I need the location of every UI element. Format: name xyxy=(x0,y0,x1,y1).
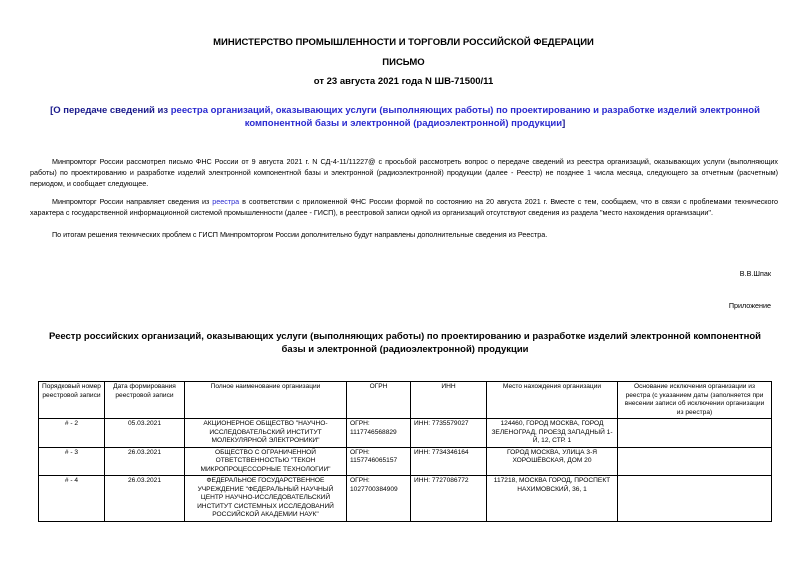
paragraph-3: По итогам решения технических проблем с ГИСП Минпромторгом России дополнительно будут направлены дополнительные сведения из Реестра. xyxy=(52,230,548,239)
header-exclusion-basis: Основание исключения организации из реестра (с указанием даты (заполняется при внесении записи об исключении организации из реестра) xyxy=(618,382,772,419)
cell-record-date: 26.03.2021 xyxy=(105,476,185,522)
cell-location: 117218, МОСКВА ГОРОД, ПРОСПЕКТ НАХИМОВСКИЙ, 36, 1 xyxy=(487,476,618,522)
cell-location: ГОРОД МОСКВА, УЛИЦА 3-Я ХОРОШЁВСКАЯ, ДОМ 20 xyxy=(487,447,618,476)
cell-ogrn: ОГРН: 1117746568829 xyxy=(347,419,411,448)
ministry-heading: МИНИСТЕРСТВО ПРОМЫШЛЕННОСТИ И ТОРГОВЛИ РОССИЙСКОЙ ФЕДЕРАЦИИ xyxy=(213,37,594,48)
paragraph-1: Минпромторг России рассмотрел письмо ФНС России от 9 августа 2021 г. N СД-4-11/11227@ с просьбой рассмотреть вопрос о передаче сведений из реестра организаций, оказывающих услуги (выполняющих работы) по проектированию и разработке изделий электронной компонентной базы и электронной (радиоэлектронной) продукции (далее - Реестр) не позднее 1 числа месяца, следующего за отчетным (расчетным) периодом, и сообщает следующее. xyxy=(30,157,778,188)
cell-inn: ИНН: 7735579027 xyxy=(411,419,487,448)
registry-title: Реестр российских организаций, оказывающих услуги (выполняющих работы) по проектированию и разработке изделий электронной компонентной базы и электронной (радиоэлектронной) продукции xyxy=(48,331,762,355)
registry-table xyxy=(38,381,772,522)
header-location: Место нахождения организации xyxy=(487,382,618,419)
paragraph-2-start: Минпромторг России направляет сведения из xyxy=(52,197,213,206)
cell-ogrn: ОГРН: 1027700384909 xyxy=(347,476,411,522)
cell-exclusion-basis xyxy=(618,419,772,448)
cell-exclusion-basis xyxy=(618,476,772,522)
cell-org-name: АКЦИОНЕРНОЕ ОБЩЕСТВО "НАУЧНО-ИССЛЕДОВАТЕЛЬСКИЙ ИНСТИТУТ МОЛЕКУЛЯРНОЙ ЭЛЕКТРОНИКИ" xyxy=(185,419,347,448)
header-inn: ИНН xyxy=(411,382,487,419)
paragraph-2 xyxy=(30,196,778,218)
cell-location: 124460, ГОРОД МОСКВА, ГОРОД ЗЕЛЕНОГРАД, ПРОЕЗД ЗАПАДНЫЙ 1-Й, 12, СТР. 1 xyxy=(487,419,618,448)
cell-inn: ИНН: 7734346164 xyxy=(411,447,487,476)
document-type: ПИСЬМО xyxy=(382,57,425,68)
cell-inn: ИНН: 7727086772 xyxy=(411,476,487,522)
cell-org-name: ФЕДЕРАЛЬНОЕ ГОСУДАРСТВЕННОЕ УЧРЕЖДЕНИЕ "ФЕДЕРАЛЬНЫЙ НАУЧНЫЙ ЦЕНТР НАУЧНО-ИССЛЕДОВАТЕЛЬСКИЙ ИНСТИТУТ СИСТЕМНЫХ ИССЛЕДОВАНИЙ РОССИЙСКОЙ АКАДЕМИИ НАУК" xyxy=(185,476,347,522)
attachment-label: Приложение xyxy=(728,301,771,310)
cell-record-date: 05.03.2021 xyxy=(105,419,185,448)
signature: В.В.Шпак xyxy=(739,269,771,278)
document-subject xyxy=(30,104,780,130)
header-record-date: Дата формирования реестровой записи xyxy=(105,382,185,419)
cell-org-name: ОБЩЕСТВО С ОГРАНИЧЕННОЙ ОТВЕТСТВЕННОСТЬЮ "ТЕКОН МИКРОПРОЦЕССОРНЫЕ ТЕХНОЛОГИИ" xyxy=(185,447,347,476)
table-header-row xyxy=(39,382,772,419)
table-row xyxy=(39,476,772,522)
cell-record-date: 26.03.2021 xyxy=(105,447,185,476)
table-row xyxy=(39,447,772,476)
subject-open: [О передаче сведений из xyxy=(50,105,171,116)
header-ogrn: ОГРН xyxy=(347,382,411,419)
paragraph-2-end: в соответствии с приложенной ФНС России формой по состоянию на 20 августа 2021 г. Вместе с тем, сообщаем, что в связи с проблемами технического характера с государственной информационной системой промышленности (далее - ГИСП), в реестровой записи одной из организаций отсутствуют сведения из раздела "место нахождения организации". xyxy=(30,197,778,217)
table-row xyxy=(39,419,772,448)
registry-link[interactable]: реестра организаций, оказывающих услуги (выполняющих работы) по проектированию и разработке изделий электронной компонентной базы и электронной (радиоэлектронной) продукции xyxy=(170,105,760,129)
document-date-number: от 23 августа 2021 года N ШВ-71500/11 xyxy=(313,76,494,87)
cell-exclusion-basis xyxy=(618,447,772,476)
cell-record-number: # - 2 xyxy=(39,419,105,448)
cell-record-number: # - 3 xyxy=(39,447,105,476)
cell-record-number: # - 4 xyxy=(39,476,105,522)
header-record-number: Порядковый номер реестровой записи xyxy=(39,382,105,419)
subject-close: ] xyxy=(562,118,566,129)
header-org-name: Полное наименование организации xyxy=(185,382,347,419)
cell-ogrn: ОГРН: 1157746065157 xyxy=(347,447,411,476)
registry-inline-link[interactable]: реестра xyxy=(212,197,240,206)
